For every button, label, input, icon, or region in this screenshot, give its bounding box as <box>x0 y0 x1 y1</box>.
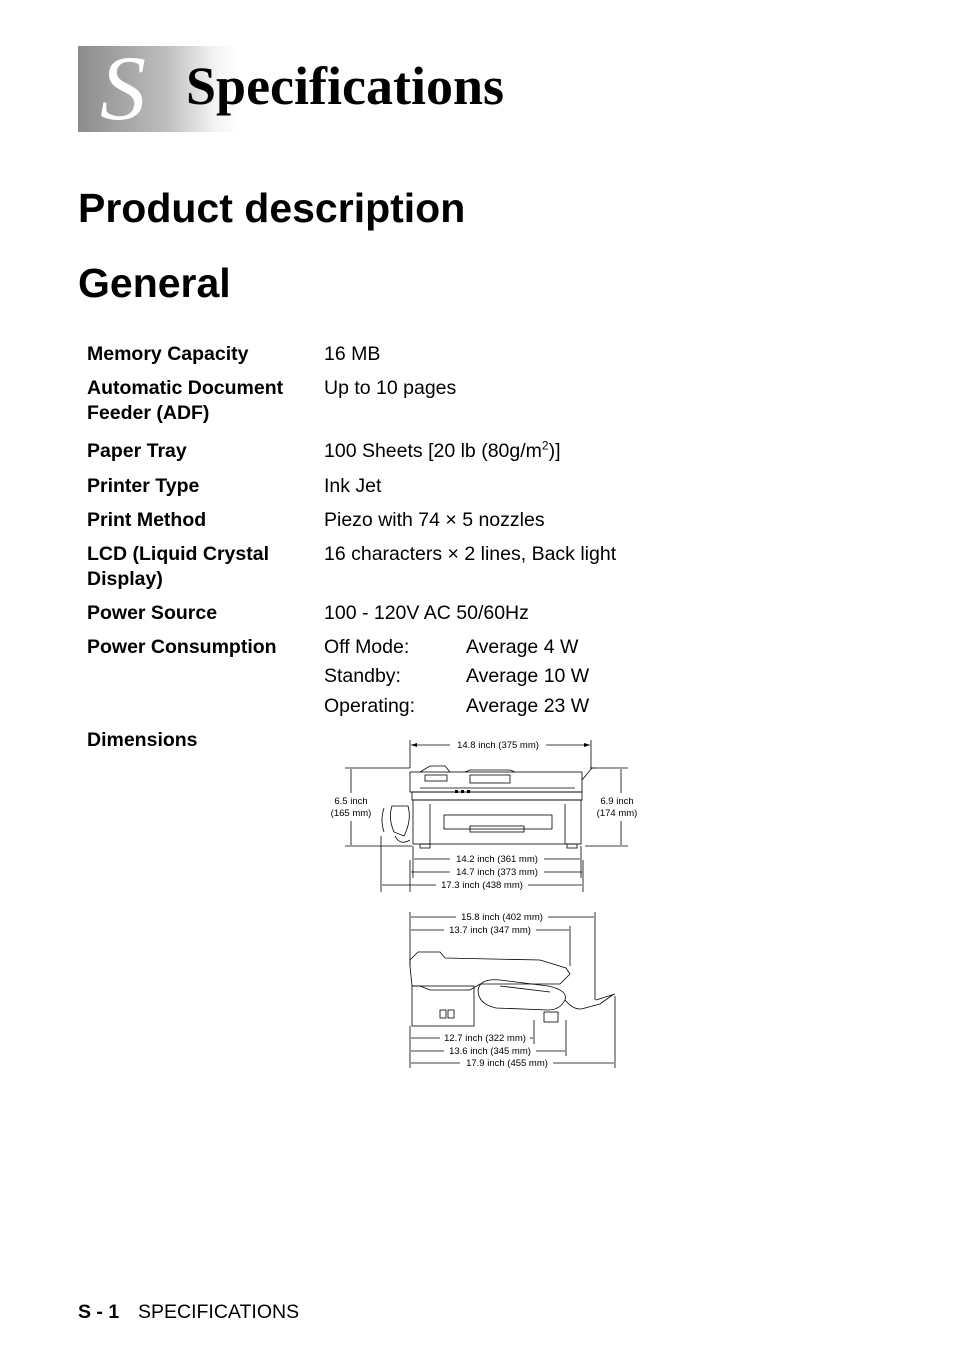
power-value-off: Average 4 W <box>466 636 579 658</box>
front-top-width: 14.8 inch (375 mm) <box>457 740 539 751</box>
chapter-title: Specifications <box>186 56 504 116</box>
page-number: S - 1 <box>78 1301 120 1323</box>
paper-tray-label: Paper Tray <box>87 440 187 462</box>
side-top-1: 15.8 inch (402 mm) <box>461 912 543 923</box>
power-source-value: 100 - 120V AC 50/60Hz <box>324 602 529 624</box>
power-mode-off: Off Mode: <box>324 636 410 658</box>
front-width-3: 17.3 inch (438 mm) <box>441 880 523 891</box>
power-value-standby: Average 10 W <box>466 665 590 687</box>
front-width-1: 14.2 inch (361 mm) <box>456 854 538 865</box>
power-source-label: Power Source <box>87 602 218 624</box>
front-right-height-2: (174 mm) <box>596 808 638 819</box>
printer-type-value: Ink Jet <box>324 475 382 497</box>
power-consumption-label: Power Consumption <box>87 636 277 658</box>
adf-value: Up to 10 pages <box>324 377 457 399</box>
side-bottom-2: 13.6 inch (345 mm) <box>449 1046 531 1057</box>
paper-tray-value-main: 100 Sheets [20 lb (80g/m <box>324 440 542 462</box>
lcd-value: 16 characters × 2 lines, Back light <box>324 543 617 565</box>
side-bottom-3: 17.9 inch (455 mm) <box>466 1058 548 1069</box>
chapter-letter: S <box>100 37 146 139</box>
paper-tray-value-sup: 2 <box>541 438 549 453</box>
print-method-value: Piezo with 74 × 5 nozzles <box>324 509 545 531</box>
footer-section-label: SPECIFICATIONS <box>138 1301 300 1323</box>
power-mode-operating: Operating: <box>324 695 416 717</box>
adf-label-line1: Automatic Document <box>87 377 284 399</box>
printer-type-label: Printer Type <box>87 475 200 497</box>
front-right-height-1: 6.9 inch <box>600 796 634 807</box>
section-heading: Product description <box>78 185 466 231</box>
lcd-label-line2: Display) <box>87 568 163 590</box>
lcd-label-line1: LCD (Liquid Crystal <box>87 543 270 565</box>
dimensions-diagram <box>320 734 650 1074</box>
memory-label: Memory Capacity <box>87 343 249 365</box>
paper-tray-value-end: )] <box>548 440 561 462</box>
paper-tray-value <box>324 439 561 464</box>
front-left-height-2: (165 mm) <box>330 808 372 819</box>
dimensions-label: Dimensions <box>87 729 198 751</box>
front-left-height-1: 6.5 inch <box>334 796 368 807</box>
front-width-2: 14.7 inch (373 mm) <box>456 867 538 878</box>
print-method-label: Print Method <box>87 509 207 531</box>
adf-label-line2: Feeder (ADF) <box>87 402 210 424</box>
power-value-operating: Average 23 W <box>466 695 590 717</box>
side-bottom-1: 12.7 inch (322 mm) <box>444 1033 526 1044</box>
power-mode-standby: Standby: <box>324 665 401 687</box>
subsection-heading: General <box>78 260 231 306</box>
side-top-2: 13.7 inch (347 mm) <box>449 925 531 936</box>
memory-value: 16 MB <box>324 343 381 365</box>
